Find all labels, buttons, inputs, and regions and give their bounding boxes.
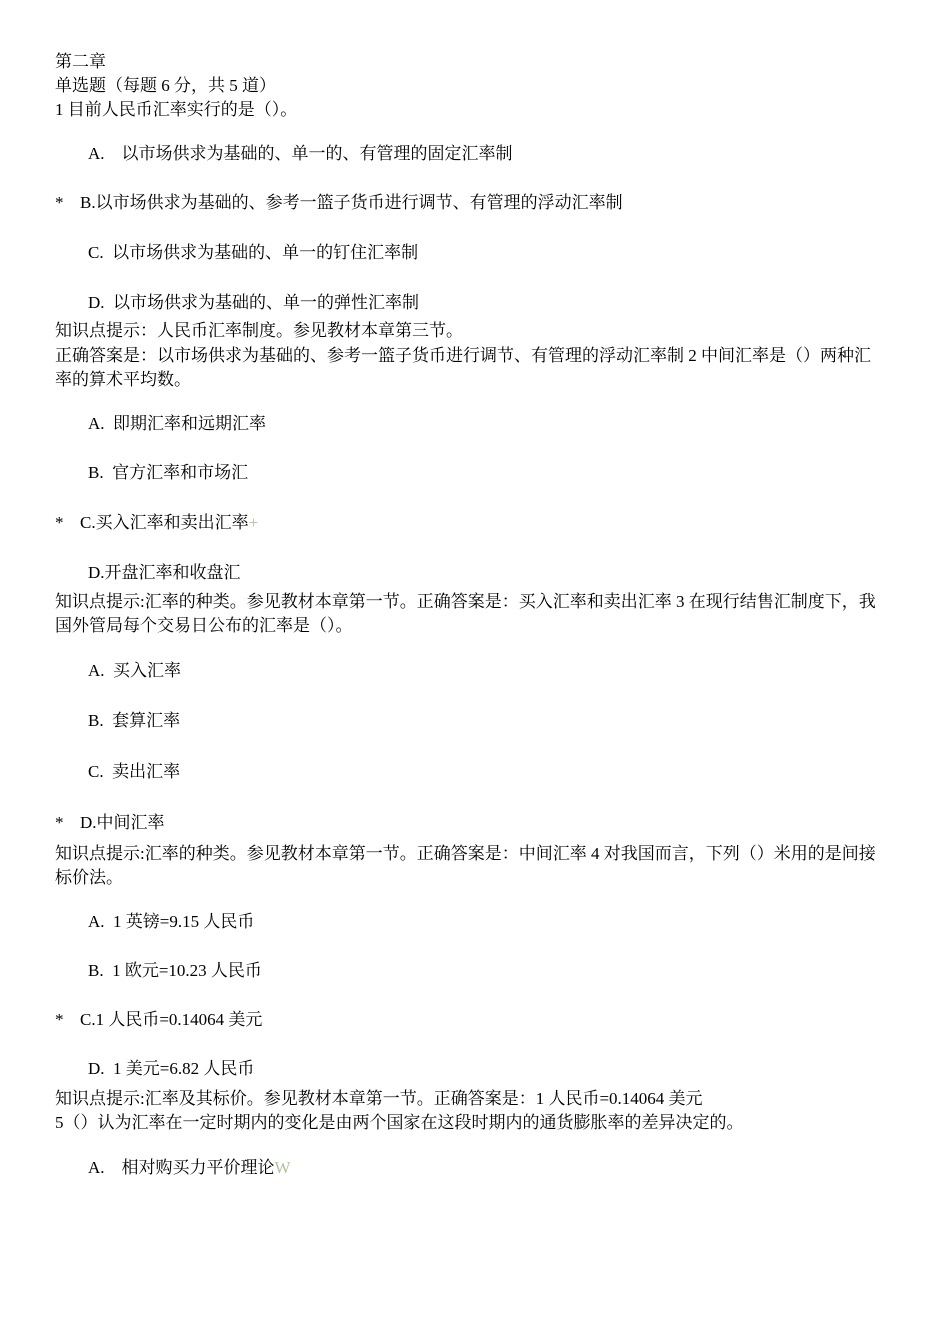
question-1-option-a: A. 以市场供求为基础的、单一的、有管理的固定汇率制 — [88, 144, 513, 163]
chapter-heading: 第二章 — [55, 52, 106, 71]
question-2-hint-answer-and-question-3-stem: 知识点提示:汇率的种类。参见教材本章第一节。正确答案是：买入汇率和卖出汇率 3 在现行结售汇制度下，我国外管局每个交易日公布的汇率是（）。 — [55, 592, 876, 635]
question-3-option-a: A. 买入汇率 — [88, 661, 182, 680]
question-1-answer-and-question-2-stem: 正确答案是：以市场供求为基础的、参考一篮子货币进行调节、有管理的浮动汇率制 2 中间汇率是（）两种汇率的算术平均数。 — [55, 346, 871, 389]
question-4-option-d: D. 1 美元=6.82 人民币 — [88, 1059, 255, 1078]
question-4-option-a: A. 1 英镑=9.15 人民币 — [88, 912, 255, 931]
question-5-option-a-mark: W — [274, 1158, 291, 1177]
question-3-selected-marker: * — [55, 813, 64, 832]
question-3-hint-answer-and-question-4-stem: 知识点提示:汇率的种类。参见教材本章第一节。正确答案是：中间汇率 4 对我国而言，下列（）米用的是间接标价法。 — [55, 844, 876, 887]
question-1-selected-marker: * — [55, 193, 64, 212]
question-2-option-d: D.开盘汇率和收盘汇 — [88, 563, 241, 582]
question-1-option-d: D. 以市场供求为基础的、单一的弹性汇率制 — [88, 293, 420, 312]
question-1-stem: 1 目前人民币汇率实行的是（）。 — [55, 100, 298, 119]
question-5-stem: 5（）认为汇率在一定时期内的变化是由两个国家在这段时期内的通货膨胀率的差异决定的。 — [55, 1113, 744, 1132]
question-4-selected-marker: * — [55, 1010, 64, 1029]
question-1-option-b: B.以市场供求为基础的、参考一篮子货币进行调节、有管理的浮动汇率制 — [80, 193, 623, 212]
question-3-option-b: B. 套算汇率 — [88, 711, 181, 730]
question-1-option-c: C. 以市场供求为基础的、单一的钉住汇率制 — [88, 243, 419, 262]
question-4-option-b: B. 1 欧元=10.23 人民币 — [88, 961, 262, 980]
question-4-hint-and-answer: 知识点提示:汇率及其标价。参见教材本章第一节。正确答案是：1 人民币=0.14064 美元 — [55, 1089, 703, 1108]
question-2-option-c-mark: + — [248, 513, 259, 532]
section-heading: 单选题（每题 6 分，共 5 道） — [55, 76, 276, 95]
question-2-selected-marker: * — [55, 513, 64, 532]
question-1-hint: 知识点提示：人民币汇率制度。参见教材本章第三节。 — [55, 321, 463, 340]
question-2-option-b: B. 官方汇率和市场汇 — [88, 463, 249, 482]
question-5-option-a-text: A. 相对购买力平价理论 — [88, 1158, 275, 1177]
question-4-option-c: C.1 人民币=0.14064 美元 — [80, 1010, 263, 1029]
question-3-option-c: C. 卖出汇率 — [88, 762, 181, 781]
question-2-option-c-text: C.买入汇率和卖出汇率 — [80, 513, 249, 532]
question-2-option-a: A. 即期汇率和远期汇率 — [88, 414, 267, 433]
question-5-option-a — [88, 1156, 291, 1180]
question-3-option-d: D.中间汇率 — [80, 813, 165, 832]
question-2-option-c — [80, 511, 258, 535]
